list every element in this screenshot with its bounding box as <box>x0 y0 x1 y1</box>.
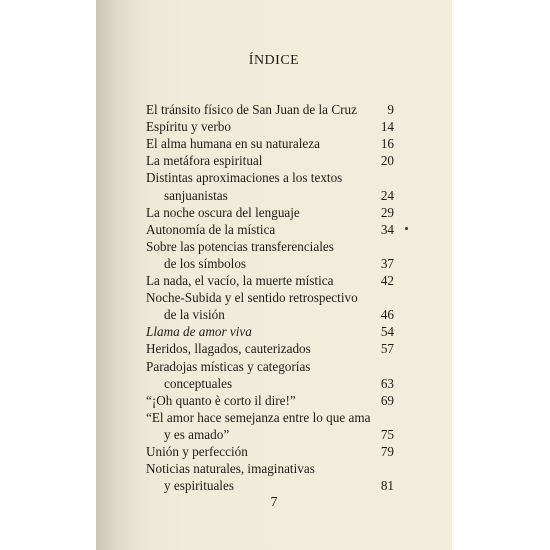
toc-entry-page-number: 42 <box>380 273 394 288</box>
toc-entry-page-number: 46 <box>380 307 394 323</box>
toc-entry-page-number: 9 <box>387 102 394 117</box>
toc-entry-title-line: Heridos, llagados, cauterizados <box>146 341 311 357</box>
page-title: ÍNDICE <box>248 53 300 68</box>
toc-entry-page-number: 14 <box>380 119 394 135</box>
toc-entry-title-line: “¡Oh quanto è corto il dire!” <box>146 392 296 408</box>
page-number: 7 <box>270 495 278 510</box>
toc-entry-page-number: 16 <box>380 136 394 152</box>
toc-entry-page-number: 81 <box>380 478 394 494</box>
toc-entry-title-line: Sobre las potencias transferenciales <box>146 238 334 254</box>
toc-entry-title-line: Llama de amor viva <box>146 324 252 340</box>
toc-entry-title-line: conceptuales <box>164 375 233 391</box>
toc-entry-title-line: Autonomía de la mística <box>146 221 276 237</box>
toc-entry-page-number: 75 <box>380 426 394 442</box>
toc-entry-title-line: Noticias naturales, imaginativas <box>146 461 315 477</box>
toc-entry-title-line: La metáfora espiritual <box>146 153 263 169</box>
toc-entry-title-line: La noche oscura del lenguaje <box>146 204 300 220</box>
toc-entry-page-number: 34 <box>380 221 394 237</box>
toc-entry-title-line: de la visión <box>164 307 225 323</box>
toc-entry-title-line: de los símbolos <box>164 255 247 271</box>
toc-entry-page-number: 69 <box>380 392 394 408</box>
toc-entry-title-line: Distintas aproximaciones a los textos <box>146 170 343 186</box>
toc-entry-title-line: y espirituales <box>164 478 234 494</box>
toc-entry-title-line: Noche-Subida y el sentido retrospectivo <box>146 290 358 306</box>
book-page <box>96 0 452 550</box>
toc-entry-title-line: La nada, el vacío, la muerte mística <box>146 273 334 288</box>
toc-entry-title-line: y es amado” <box>164 426 230 442</box>
toc-entry-page-number: 63 <box>380 375 394 391</box>
toc-entry-page-number: 37 <box>380 255 394 271</box>
toc-entry-title-line: Paradojas místicas y categorías <box>146 358 311 374</box>
toc-entry-page-number: 79 <box>380 444 394 459</box>
toc-entry-title-line: El alma humana en su naturaleza <box>146 136 320 152</box>
toc-entry-title-line: El tránsito físico de San Juan de la Cruz <box>146 102 357 117</box>
toc-entry-title-line: “El amor hace semejanza entre lo que ama <box>146 409 371 425</box>
ink-speck <box>405 227 408 230</box>
toc-entry-page-number: 20 <box>380 153 394 169</box>
toc-entry-page-number: 29 <box>380 204 394 220</box>
toc-entry-title-line: Espíritu y verbo <box>146 119 231 135</box>
toc-entry-title-line: Unión y perfección <box>146 444 248 459</box>
table-of-contents <box>96 0 452 550</box>
toc-entry-title-line: sanjuanistas <box>164 187 228 203</box>
toc-entry-page-number: 57 <box>380 341 394 357</box>
toc-entry-page-number: 24 <box>380 187 394 203</box>
toc-entry-page-number: 54 <box>380 324 394 340</box>
